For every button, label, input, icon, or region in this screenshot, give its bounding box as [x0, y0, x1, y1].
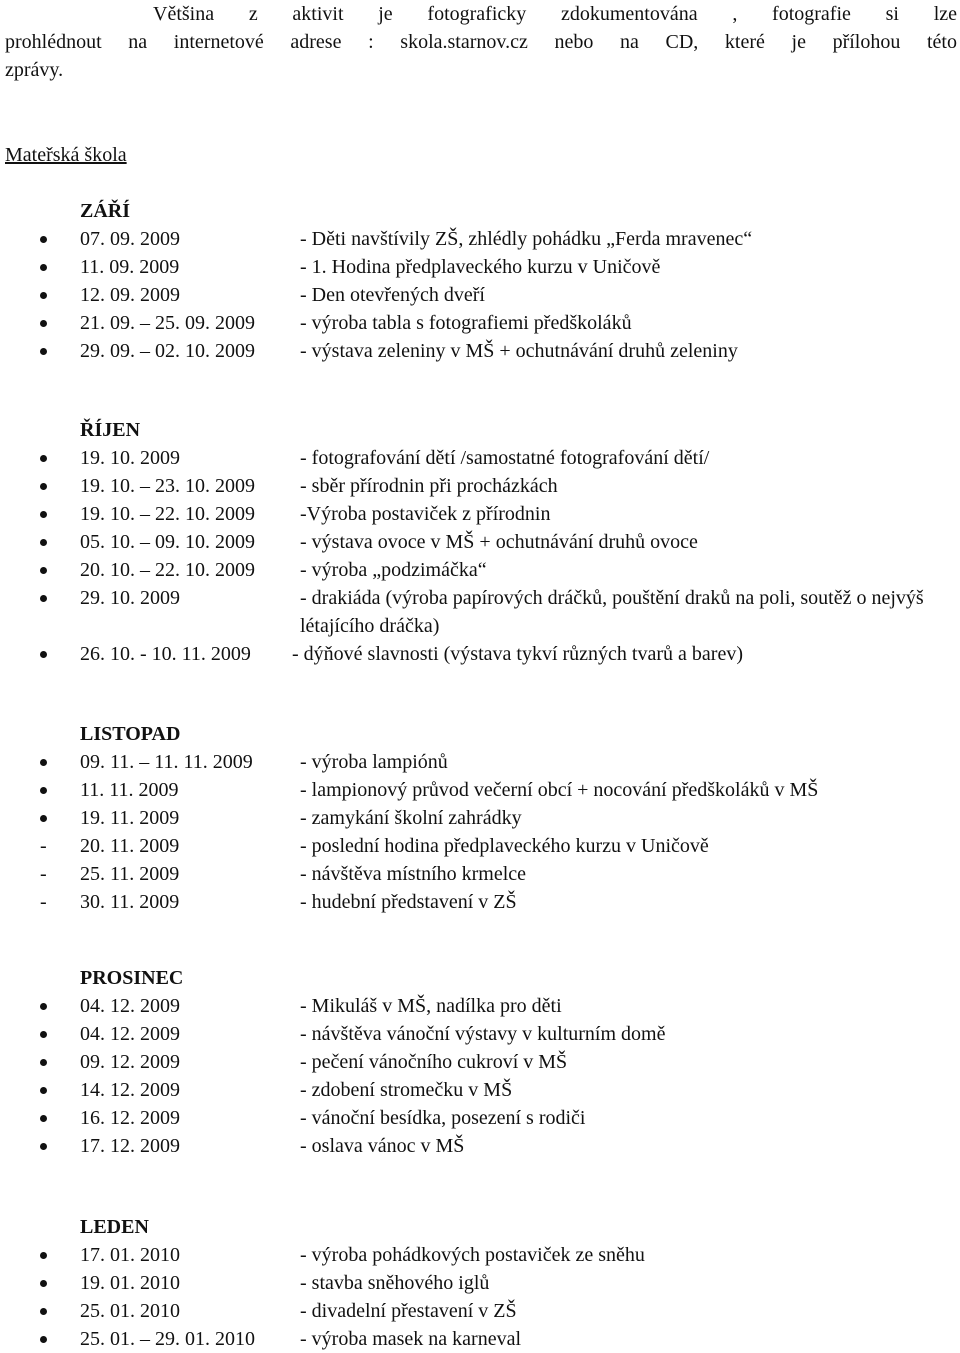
activity-date: 26. 10. - 10. 11. 2009 — [80, 643, 251, 665]
intro-word: si — [885, 3, 899, 25]
activity-description: - výroba tabla s fotografiemi předškoláků — [300, 312, 632, 334]
activity-description: - výstava ovoce v MŠ + ochutnávání druhů ovoce — [300, 531, 698, 553]
list-item — [0, 253, 960, 281]
bullet-icon — [38, 1325, 52, 1353]
intro-word: fotografie — [772, 3, 851, 25]
activity-description: - lampionový průvod večerní obcí + nocování předškoláků v MŠ — [300, 779, 819, 801]
list-item — [0, 444, 960, 472]
activity-description: - Den otevřených dveří — [300, 284, 485, 306]
dash-marker: - — [40, 891, 47, 913]
month-title: PROSINEC — [80, 967, 184, 989]
list-item — [0, 832, 960, 860]
intro-line-1 — [5, 0, 957, 28]
list-item — [0, 556, 960, 584]
intro-word: z — [248, 3, 258, 25]
intro-word: fotograficky — [427, 3, 527, 25]
list-item — [0, 1048, 960, 1076]
activity-date: 17. 01. 2010 — [80, 1244, 180, 1266]
activity-description: - divadelní přestavení v ZŠ — [300, 1300, 517, 1322]
intro-word: adrese — [290, 31, 342, 53]
list-item — [0, 225, 960, 253]
activity-description: - výroba lampiónů — [300, 751, 448, 773]
activity-date: 17. 12. 2009 — [80, 1135, 180, 1157]
list-item — [0, 1132, 960, 1160]
activity-description: - oslava vánoc v MŠ — [300, 1135, 465, 1157]
intro-word: prohlédnout — [5, 31, 102, 53]
activity-description: - výstava zeleniny v MŠ + ochutnávání druhů zeleniny — [300, 340, 738, 362]
dash-marker: - — [40, 863, 47, 885]
activity-description: - Mikuláš v MŠ, nadílka pro děti — [300, 995, 562, 1017]
bullet-icon — [38, 1297, 52, 1325]
activity-description: - Děti navštívily ZŠ, zhlédly pohádku „Ferda mravenec“ — [300, 228, 753, 250]
intro-word: je — [791, 31, 806, 53]
activity-date: 11. 11. 2009 — [80, 779, 179, 801]
list-item — [0, 776, 960, 804]
activity-description: - návštěva vánoční výstavy v kulturním domě — [300, 1023, 666, 1045]
activity-date: 19. 10. – 22. 10. 2009 — [80, 503, 255, 525]
bullet-icon — [38, 500, 52, 528]
bullet-icon — [38, 444, 52, 472]
intro-word: internetové — [173, 31, 264, 53]
intro-line-2 — [5, 28, 957, 56]
activity-date: 14. 12. 2009 — [80, 1079, 180, 1101]
bullet-icon — [38, 1020, 52, 1048]
activity-description: - návštěva místního krmelce — [300, 863, 527, 885]
intro-word: na — [128, 31, 148, 53]
bullet-icon — [38, 472, 52, 500]
activity-date: 19. 11. 2009 — [80, 807, 180, 829]
list-item — [0, 1076, 960, 1104]
list-item — [0, 888, 960, 916]
intro-word: které — [724, 31, 765, 53]
list-item — [0, 1241, 960, 1269]
activity-description: - zdobení stromečku v MŠ — [300, 1079, 513, 1101]
activity-description: - výroba „podzimáčka“ — [300, 559, 487, 581]
bullet-icon — [38, 1132, 52, 1160]
activity-date: 16. 12. 2009 — [80, 1107, 180, 1129]
activity-date: 19. 10. 2009 — [80, 447, 180, 469]
activity-date: 25. 11. 2009 — [80, 863, 180, 885]
activity-date: 30. 11. 2009 — [80, 891, 180, 913]
list-item — [0, 860, 960, 888]
list-item — [0, 1297, 960, 1325]
activity-description: - hudební představení v ZŠ — [300, 891, 517, 913]
list-item — [0, 528, 960, 556]
section-heading: Mateřská škola — [5, 144, 127, 166]
activity-description: - poslední hodina předplaveckého kurzu v Uničově — [300, 835, 709, 857]
bullet-icon — [38, 640, 52, 668]
intro-word: aktivit — [292, 3, 344, 25]
intro-paragraph — [5, 0, 957, 84]
activity-date: 09. 12. 2009 — [80, 1051, 180, 1073]
activity-date: 19. 10. – 23. 10. 2009 — [80, 475, 255, 497]
intro-word: přílohou — [832, 31, 901, 53]
intro-word: na — [619, 31, 639, 53]
bullet-icon — [38, 1269, 52, 1297]
intro-line-3: zprávy. — [5, 59, 64, 81]
intro-word: Většina — [153, 3, 215, 25]
bullet-icon — [38, 225, 52, 253]
bullet-icon — [38, 1076, 52, 1104]
activity-date: 04. 12. 2009 — [80, 1023, 180, 1045]
activity-description: - drakiáda (výroba papírových dráčků, pouštění draků na poli, soutěž o nejvýš létajícího dráčka) — [300, 587, 924, 637]
list-item — [0, 804, 960, 832]
activity-date: 20. 11. 2009 — [80, 835, 180, 857]
list-item — [0, 748, 960, 776]
list-item — [0, 1104, 960, 1132]
month-title: ZÁŘÍ — [80, 200, 131, 222]
bullet-icon — [38, 309, 52, 337]
bullet-icon — [38, 776, 52, 804]
activity-date: 19. 01. 2010 — [80, 1272, 180, 1294]
activity-description: - výroba pohádkových postaviček ze sněhu — [300, 1244, 645, 1266]
list-item — [0, 1269, 960, 1297]
activity-description: - sběr přírodnin při procházkách — [300, 475, 558, 497]
activity-date: 29. 10. 2009 — [80, 587, 180, 609]
bullet-icon — [38, 337, 52, 365]
list-item — [0, 337, 960, 365]
bullet-icon — [38, 748, 52, 776]
bullet-icon — [38, 1241, 52, 1269]
list-item — [0, 281, 960, 309]
activity-description: - fotografování dětí /samostatné fotografování dětí/ — [300, 447, 710, 469]
activity-date: 25. 01. – 29. 01. 2010 — [80, 1328, 255, 1350]
list-item — [0, 1020, 960, 1048]
list-item — [0, 472, 960, 500]
list-item — [0, 640, 960, 668]
activity-date: 12. 09. 2009 — [80, 284, 180, 306]
activity-description: -Výroba postaviček z přírodnin — [300, 503, 551, 525]
intro-word: : — [368, 31, 374, 53]
activity-description: - stavba sněhového iglů — [300, 1272, 490, 1294]
activity-date: 21. 09. – 25. 09. 2009 — [80, 312, 255, 334]
list-item — [0, 309, 960, 337]
bullet-icon — [38, 556, 52, 584]
bullet-icon — [38, 253, 52, 281]
activity-list — [0, 992, 960, 1160]
activity-description: - pečení vánočního cukroví v MŠ — [300, 1051, 568, 1073]
activity-list — [0, 748, 960, 916]
activity-date: 11. 09. 2009 — [80, 256, 180, 278]
activity-description: - vánoční besídka, posezení s rodiči — [300, 1107, 586, 1129]
activity-date: 09. 11. – 11. 11. 2009 — [80, 751, 253, 773]
intro-word: je — [378, 3, 393, 25]
dash-marker: - — [40, 835, 47, 857]
month-title: LEDEN — [80, 1216, 149, 1238]
month-title: LISTOPAD — [80, 723, 181, 745]
bullet-icon — [38, 992, 52, 1020]
bullet-icon — [38, 528, 52, 556]
list-item — [0, 584, 960, 640]
intro-word: skola.starnov.cz — [400, 31, 528, 53]
intro-word: nebo — [554, 31, 594, 53]
activity-description: - 1. Hodina předplaveckého kurzu v Uničově — [300, 256, 661, 278]
activity-date: 07. 09. 2009 — [80, 228, 180, 250]
bullet-icon — [38, 1048, 52, 1076]
month-title: ŘÍJEN — [80, 419, 141, 441]
intro-word: CD, — [665, 31, 699, 53]
activity-list — [0, 1241, 960, 1353]
activity-date: 05. 10. – 09. 10. 2009 — [80, 531, 255, 553]
list-item — [0, 500, 960, 528]
activity-description: - dýňové slavnosti (výstava tykví různých tvarů a barev) — [292, 643, 743, 665]
activity-list — [0, 225, 960, 365]
activity-date: 04. 12. 2009 — [80, 995, 180, 1017]
list-item — [0, 992, 960, 1020]
activity-date: 20. 10. – 22. 10. 2009 — [80, 559, 255, 581]
intro-word: této — [927, 31, 957, 53]
intro-word: zdokumentována — [560, 3, 698, 25]
bullet-icon — [38, 281, 52, 309]
activity-date: 29. 09. – 02. 10. 2009 — [80, 340, 255, 362]
activity-description: - výroba masek na karneval — [300, 1328, 522, 1350]
bullet-icon — [38, 804, 52, 832]
bullet-icon — [38, 584, 52, 612]
activity-description: - zamykání školní zahrádky — [300, 807, 522, 829]
bullet-icon — [38, 1104, 52, 1132]
intro-word: lze — [933, 3, 957, 25]
activity-date: 25. 01. 2010 — [80, 1300, 180, 1322]
activity-list — [0, 444, 960, 668]
intro-word: , — [732, 3, 738, 25]
list-item — [0, 1325, 960, 1353]
